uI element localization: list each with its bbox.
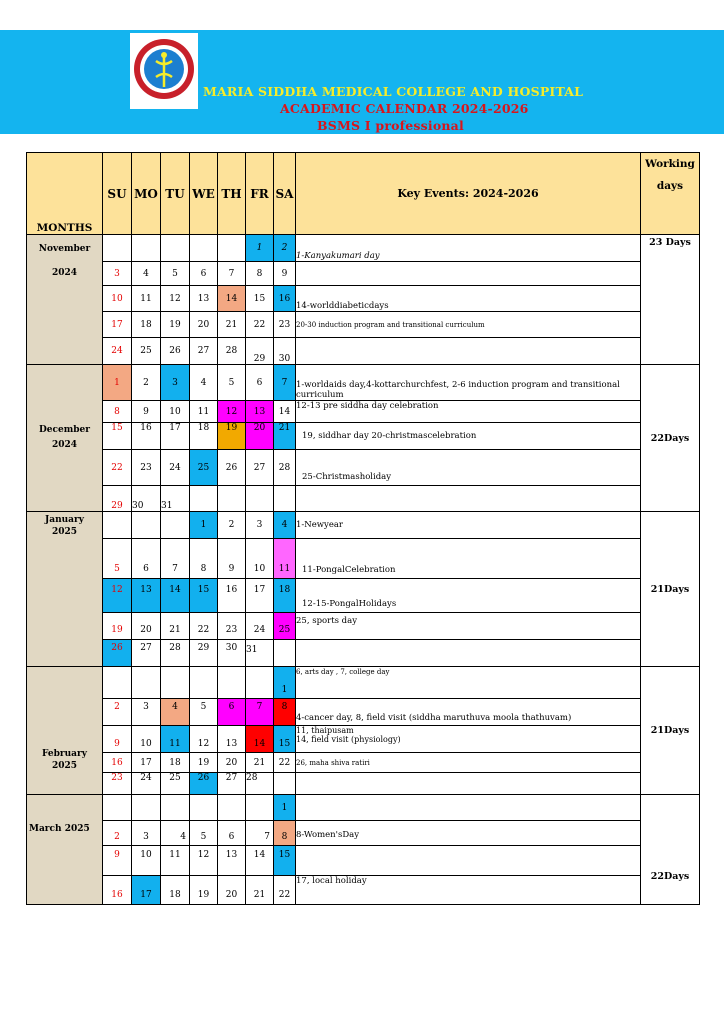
event-text: 1-Newyear — [296, 512, 641, 539]
date-cell: 11 — [274, 539, 296, 579]
date-cell: 24 — [132, 773, 161, 795]
program-title: BSMS I professional — [317, 118, 464, 133]
table-row — [27, 262, 700, 286]
date-cell: 2 — [274, 235, 296, 262]
date-cell: 10 — [246, 539, 274, 579]
date-cell: 12 — [161, 286, 190, 312]
table-row — [27, 365, 700, 401]
date-cell: 2 — [132, 365, 161, 401]
we-header: WE — [190, 153, 218, 235]
table-row — [27, 640, 700, 667]
event-text: 19, siddhar day 20-christmascelebration — [296, 423, 641, 450]
date-cell: 25 — [274, 613, 296, 640]
date-cell: 17 — [103, 312, 132, 338]
date-cell: 6 — [218, 699, 246, 726]
event-text: 17, local holiday — [296, 876, 641, 905]
tu-header: TU — [161, 153, 190, 235]
event-text — [296, 773, 641, 795]
date-cell: 21 — [218, 312, 246, 338]
months-header: MONTHS — [27, 153, 103, 235]
date-cell: 27 — [190, 338, 218, 365]
date-cell: 3 — [132, 821, 161, 846]
date-cell: 10 — [132, 726, 161, 753]
event-text: 1-Kanyakumari day — [296, 235, 641, 262]
date-cell: 10 — [103, 286, 132, 312]
date-cell: 22 — [274, 753, 296, 773]
date-cell: 23 — [103, 773, 132, 795]
date-cell: 6 — [190, 262, 218, 286]
table-row — [27, 539, 700, 579]
date-cell: 15 — [274, 726, 296, 753]
date-cell: 9 — [103, 726, 132, 753]
date-cell: 25 — [132, 338, 161, 365]
date-cell: 6 — [218, 821, 246, 846]
date-cell: 2 — [103, 699, 132, 726]
event-text: 8-Women'sDay — [296, 821, 641, 846]
date-cell: 18 — [190, 423, 218, 450]
date-cell: 21 — [246, 753, 274, 773]
table-row — [27, 286, 700, 312]
date-cell: 27 — [246, 450, 274, 486]
date-cell: 14 — [218, 286, 246, 312]
date-cell: 15 — [274, 846, 296, 876]
date-cell: 18 — [161, 876, 190, 905]
date-cell: 8 — [274, 699, 296, 726]
date-cell: 4 — [161, 699, 190, 726]
date-cell: 8 — [246, 262, 274, 286]
table-row — [27, 579, 700, 613]
date-cell: 5 — [161, 262, 190, 286]
date-cell: 14 — [246, 726, 274, 753]
header-row — [27, 153, 700, 235]
date-cell: 24 — [246, 613, 274, 640]
calendar-title: ACADEMIC CALENDAR 2024-2026 — [280, 101, 529, 116]
date-cell: 20 — [132, 613, 161, 640]
working-days-value: 21Days — [641, 512, 700, 667]
table-row — [27, 235, 700, 262]
month-march: March 2025 — [27, 795, 103, 905]
event-text: 1-worldaids day,4-kottarchurchfest, 2-6 induction program and transitional curriculum — [296, 365, 641, 401]
date-cell: 25 — [190, 450, 218, 486]
date-cell: 21 — [246, 876, 274, 905]
event-text: 25-Christmasholiday — [296, 450, 641, 486]
date-cell: 10 — [161, 401, 190, 423]
event-text — [296, 640, 641, 667]
date-cell: 15 — [190, 579, 218, 613]
table-row — [27, 726, 700, 753]
date-cell: 23 — [132, 450, 161, 486]
date-cell: 4 — [161, 821, 190, 846]
date-cell: 13 — [218, 726, 246, 753]
date-cell: 9 — [103, 846, 132, 876]
date-cell: 1 — [246, 235, 274, 262]
date-cell: 26 — [190, 773, 218, 795]
date-cell: 6 — [132, 539, 161, 579]
date-cell: 26 — [218, 450, 246, 486]
date-cell: 5 — [103, 539, 132, 579]
date-cell: 19 — [190, 876, 218, 905]
date-cell: 1 — [274, 795, 296, 821]
date-cell: 5 — [218, 365, 246, 401]
date-cell: 12 — [190, 846, 218, 876]
working-days-value: 22Days — [641, 365, 700, 512]
date-cell: 19 — [218, 423, 246, 450]
month-february: February 2025 — [27, 667, 103, 795]
date-cell: 1 — [190, 512, 218, 539]
date-cell: 8 — [274, 821, 296, 846]
date-cell: 12 — [218, 401, 246, 423]
working-days-value: 23 Days — [641, 235, 700, 365]
working-days-value: 21Days — [641, 667, 700, 795]
table-row — [27, 401, 700, 423]
event-text: 12-13 pre siddha day celebration — [296, 401, 641, 423]
date-cell: 29 — [190, 640, 218, 667]
event-text — [296, 486, 641, 512]
date-cell: 25 — [161, 773, 190, 795]
date-cell: 4 — [132, 262, 161, 286]
event-text — [296, 795, 641, 821]
date-cell: 8 — [190, 539, 218, 579]
th-header: TH — [218, 153, 246, 235]
date-cell: 27 — [132, 640, 161, 667]
event-text: 11-PongalCelebration — [296, 539, 641, 579]
table-row — [27, 512, 700, 539]
date-cell: 17 — [246, 579, 274, 613]
date-cell: 12 — [190, 726, 218, 753]
date-cell: 2 — [218, 512, 246, 539]
date-cell: 29 — [103, 486, 132, 512]
date-cell: 28 — [218, 338, 246, 365]
date-cell: 4 — [274, 512, 296, 539]
date-cell: 9 — [218, 539, 246, 579]
table-row — [27, 423, 700, 450]
date-cell: 28 — [274, 450, 296, 486]
date-cell: 5 — [190, 699, 218, 726]
event-text: 25, sports day — [296, 613, 641, 640]
date-cell: 7 — [246, 821, 274, 846]
table-row — [27, 795, 700, 821]
date-cell: 3 — [246, 512, 274, 539]
table-row — [27, 312, 700, 338]
date-cell: 1 — [274, 667, 296, 699]
date-cell: 14 — [161, 579, 190, 613]
date-cell: 6 — [246, 365, 274, 401]
date-cell: 3 — [132, 699, 161, 726]
date-cell: 16 — [103, 753, 132, 773]
event-text: 26, maha shiva ratiri — [296, 753, 641, 773]
date-cell: 30 — [274, 338, 296, 365]
date-cell: 18 — [132, 312, 161, 338]
sa-header: SA — [274, 153, 296, 235]
college-logo — [130, 33, 198, 109]
event-text: 14-worlddiabeticdays — [296, 286, 641, 312]
date-cell: 11 — [161, 726, 190, 753]
date-cell: 13 — [246, 401, 274, 423]
date-cell: 17 — [132, 876, 161, 905]
event-text: 6, arts day , 7, college day — [296, 667, 641, 699]
month-november: November 2024 — [27, 235, 103, 365]
date-cell: 18 — [161, 753, 190, 773]
month-january: January 2025 — [27, 512, 103, 667]
date-cell: 20 — [218, 876, 246, 905]
date-cell: 1 — [103, 365, 132, 401]
event-text: 20-30 induction program and transitional curriculum — [296, 312, 641, 338]
table-row — [27, 699, 700, 726]
date-cell: 19 — [103, 613, 132, 640]
date-cell: 11 — [161, 846, 190, 876]
date-cell: 9 — [132, 401, 161, 423]
date-cell: 11 — [132, 286, 161, 312]
academic-calendar-table — [26, 152, 700, 905]
date-cell: 13 — [132, 579, 161, 613]
date-cell: 28 — [161, 640, 190, 667]
date-cell: 31 — [161, 486, 190, 512]
date-cell: 30 — [132, 486, 161, 512]
date-cell: 22 — [103, 450, 132, 486]
table-row — [27, 338, 700, 365]
event-text: 11, thaipusam 14, field visit (physiology) — [296, 726, 641, 753]
working-days-value: 22Days — [641, 795, 700, 905]
table-row — [27, 667, 700, 699]
date-cell: 20 — [218, 753, 246, 773]
date-cell: 16 — [218, 579, 246, 613]
date-cell: 5 — [190, 821, 218, 846]
date-cell: 2 — [103, 821, 132, 846]
date-cell: 17 — [132, 753, 161, 773]
date-cell: 31 — [246, 640, 274, 667]
date-cell: 17 — [161, 423, 190, 450]
su-header: SU — [103, 153, 132, 235]
date-cell: 4 — [190, 365, 218, 401]
event-text: 12-15-PongalHolidays — [296, 579, 641, 613]
date-cell: 7 — [218, 262, 246, 286]
date-cell: 23 — [218, 613, 246, 640]
table-row — [27, 846, 700, 876]
date-cell: 16 — [274, 286, 296, 312]
date-cell: 12 — [103, 579, 132, 613]
date-cell: 7 — [274, 365, 296, 401]
event-text — [296, 846, 641, 876]
date-cell: 15 — [103, 423, 132, 450]
date-cell: 26 — [161, 338, 190, 365]
date-cell: 8 — [103, 401, 132, 423]
date-cell: 21 — [161, 613, 190, 640]
date-cell: 20 — [190, 312, 218, 338]
date-cell: 14 — [274, 401, 296, 423]
table-row — [27, 821, 700, 846]
date-cell: 24 — [103, 338, 132, 365]
date-cell: 27 — [218, 773, 246, 795]
table-row — [27, 613, 700, 640]
date-cell: 29 — [246, 338, 274, 365]
date-cell: 10 — [132, 846, 161, 876]
event-text — [296, 338, 641, 365]
date-cell: 22 — [246, 312, 274, 338]
date-cell: 18 — [274, 579, 296, 613]
month-december: December 2024 — [27, 365, 103, 512]
key-events-header: Key Events: 2024-2026 — [296, 153, 641, 235]
date-cell: 21 — [274, 423, 296, 450]
date-cell: 3 — [103, 262, 132, 286]
mo-header: MO — [132, 153, 161, 235]
date-cell: 15 — [246, 286, 274, 312]
date-cell: 9 — [274, 262, 296, 286]
table-row — [27, 753, 700, 773]
fr-header: FR — [246, 153, 274, 235]
working-days-header: Working days — [641, 153, 700, 235]
date-cell: 3 — [161, 365, 190, 401]
date-cell: 24 — [161, 450, 190, 486]
date-cell: 16 — [103, 876, 132, 905]
date-cell: 19 — [190, 753, 218, 773]
table-row — [27, 773, 700, 795]
date-cell: 16 — [132, 423, 161, 450]
event-text — [296, 262, 641, 286]
date-cell: 20 — [246, 423, 274, 450]
table-row — [27, 450, 700, 486]
date-cell: 23 — [274, 312, 296, 338]
date-cell: 11 — [190, 401, 218, 423]
date-cell: 22 — [190, 613, 218, 640]
date-cell: 28 — [246, 773, 274, 795]
date-cell: 7 — [246, 699, 274, 726]
date-cell: 13 — [218, 846, 246, 876]
event-text: 4-cancer day, 8, field visit (siddha maruthuva moola thathuvam) — [296, 699, 641, 726]
date-cell: 22 — [274, 876, 296, 905]
date-cell: 19 — [161, 312, 190, 338]
college-name: MARIA SIDDHA MEDICAL COLLEGE AND HOSPITAL — [203, 84, 584, 99]
date-cell: 26 — [103, 640, 132, 667]
date-cell: 30 — [218, 640, 246, 667]
date-cell: 7 — [161, 539, 190, 579]
date-cell: 14 — [246, 846, 274, 876]
date-cell: 13 — [190, 286, 218, 312]
table-row — [27, 486, 700, 512]
table-row — [27, 876, 700, 905]
